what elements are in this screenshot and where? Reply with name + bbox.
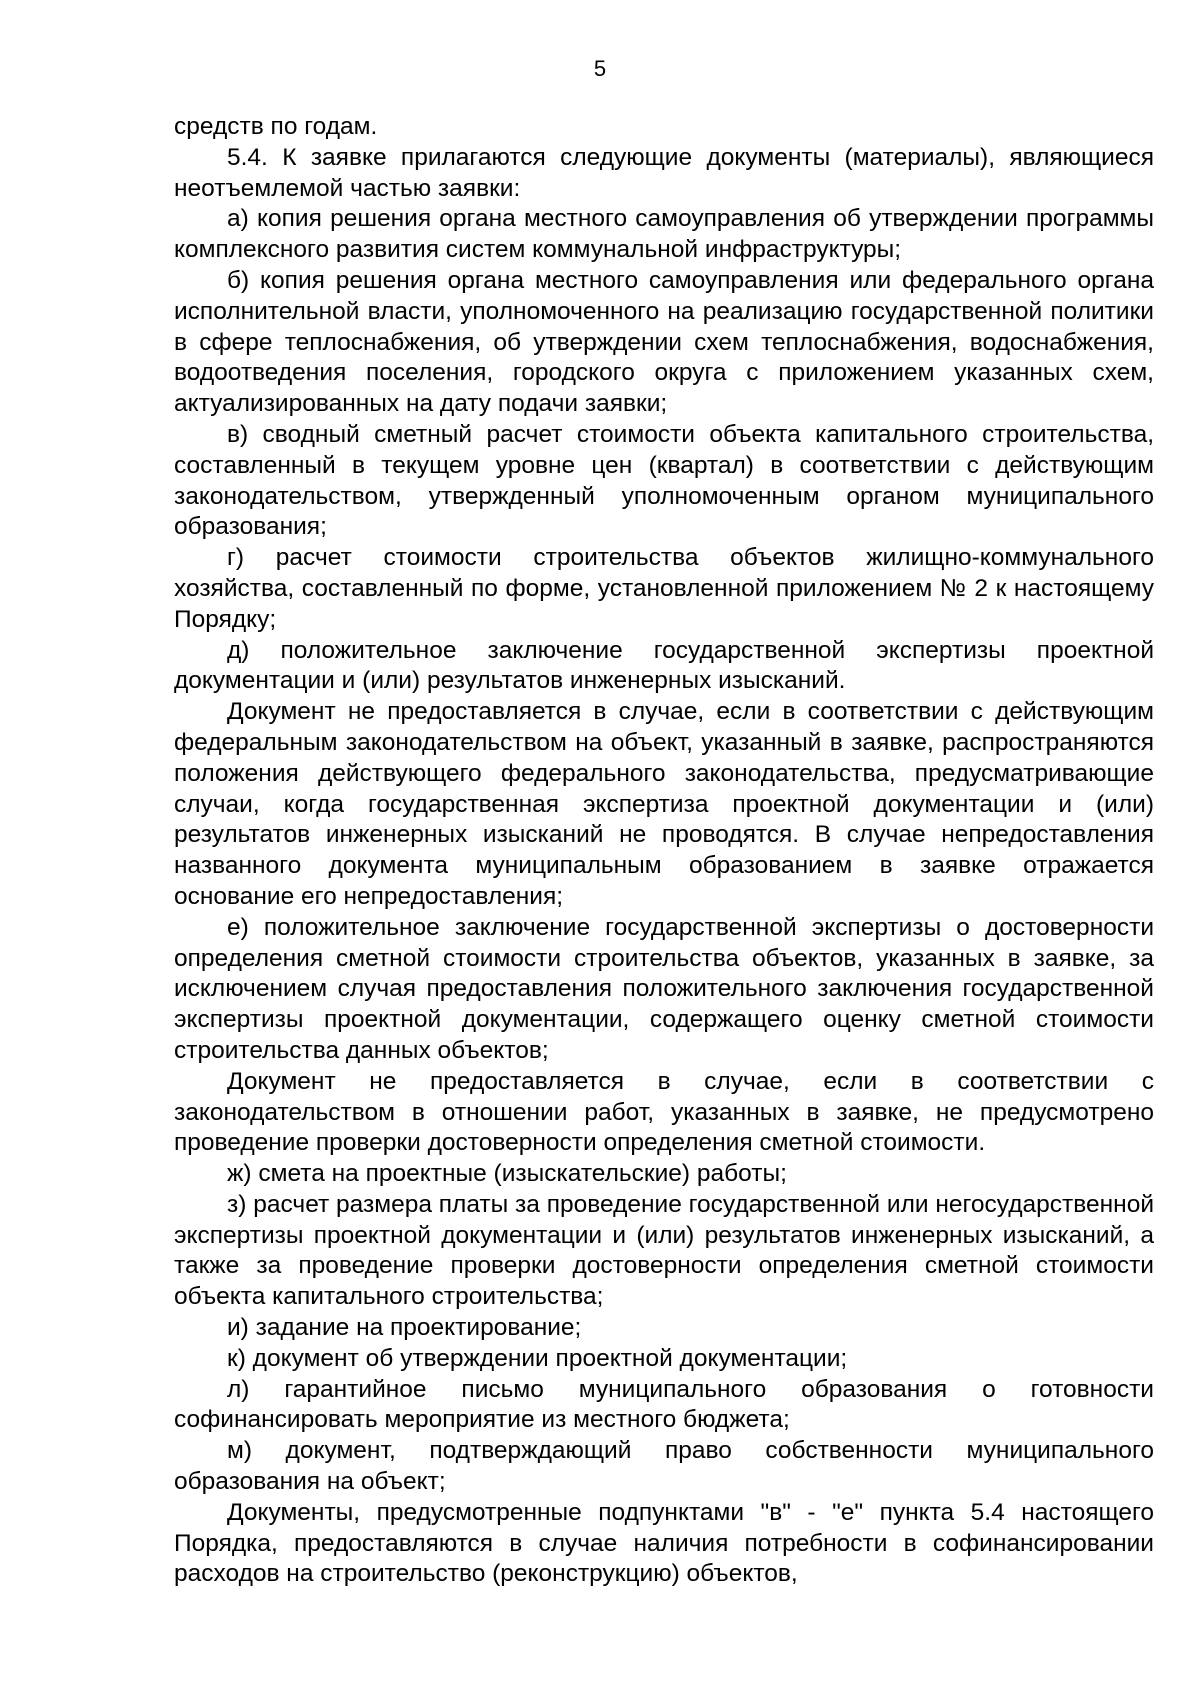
paragraph-item-e-note: Документ не предоставляется в случае, если в соответствии с законодательством в отношении работ, указанных в заявке, не предусмотрено проведение проверки достоверности определения сметной стоимости. <box>174 1067 1154 1157</box>
paragraph-item-b: б) копия решения органа местного самоуправления или федерального органа исполнительной власти, уполномоченного на реализацию государственной политики в сфере теплоснабжения, об утверждении схем теплоснабжения, водоснабжения, водоотведения поселения, городского округа с приложением указанных схем, актуализированных на дату подачи заявки; <box>174 266 1154 418</box>
paragraph-item-e: е) положительное заключение государственной экспертизы о достоверности определения сметной стоимости строительства объектов, указанных в заявке, за исключением случая предоставления положительного заключения государственной экспертизы проектной документации, содержащего оценку сметной стоимости строительства данных объектов; <box>174 913 1154 1064</box>
paragraph-item-zh: ж) смета на проектные (изыскательские) работы; <box>227 1160 787 1188</box>
paragraph-item-a: а) копия решения органа местного самоуправления об утверждении программы комплексного развития систем коммунальной инфраструктуры; <box>174 205 1154 264</box>
paragraph-item-v: в) сводный сметный расчет стоимости объекта капитального строительства, составленный в текущем уровне цен (квартал) в соответствии с действующим законодательством, утвержденный уполномоченным органом муниципального образования; <box>174 420 1154 541</box>
paragraph-item-d-note: Документ не предоставляется в случае, если в соответствии с действующим федеральным законодательством на объект, указанный в заявке, распространяются положения действующего федерального законодательства, предусматривающие случаи, когда государственная экспертиза проектной документации и (или) результатов инженерных изысканий не проводятся. В случае непредоставления названного документа муниципальным образованием в заявке отражается основание его непредоставления; <box>174 698 1154 910</box>
paragraph-item-z: з) расчет размера платы за проведение государственной или негосударственной экспертизы проектной документации и (или) результатов инженерных изысканий, а также за проведение проверки достоверности определения сметной стоимости объекта капитального строительства; <box>174 1190 1155 1311</box>
paragraph-item-g: г) расчет стоимости строительства объектов жилищно-коммунального хозяйства, составленный по форме, установленной приложением № 2 к настоящему Порядку; <box>174 544 1154 633</box>
paragraph-5-4-intro: 5.4. К заявке прилагаются следующие документы (материалы), являющиеся неотъемлемой частью заявки: <box>174 143 1154 202</box>
paragraph-item-d: д) положительное заключение государственной экспертизы проектной документации и (или) результатов инженерных изысканий. <box>174 636 1154 695</box>
paragraph-continuation: средств по годам. <box>174 113 378 140</box>
paragraph-item-m: м) документ, подтверждающий право собственности муниципального образования на объект; <box>174 1437 1154 1496</box>
paragraph-item-i: и) задание на проектирование; <box>227 1314 582 1342</box>
paragraph-documents-note: Документы, предусмотренные подпунктами "в" - "е" пункта 5.4 настоящего Порядка, предоставляются в случае наличия потребности в софинансировании расходов на строительство (реконструкцию) объектов, <box>174 1498 1154 1588</box>
document-body <box>174 112 1154 1590</box>
paragraph-item-l: л) гарантийное письмо муниципального образования о готовности софинансировать мероприятие из местного бюджета; <box>174 1375 1154 1434</box>
paragraph-item-k: к) документ об утверждении проектной документации; <box>227 1344 848 1372</box>
page-number: 5 <box>593 56 607 81</box>
